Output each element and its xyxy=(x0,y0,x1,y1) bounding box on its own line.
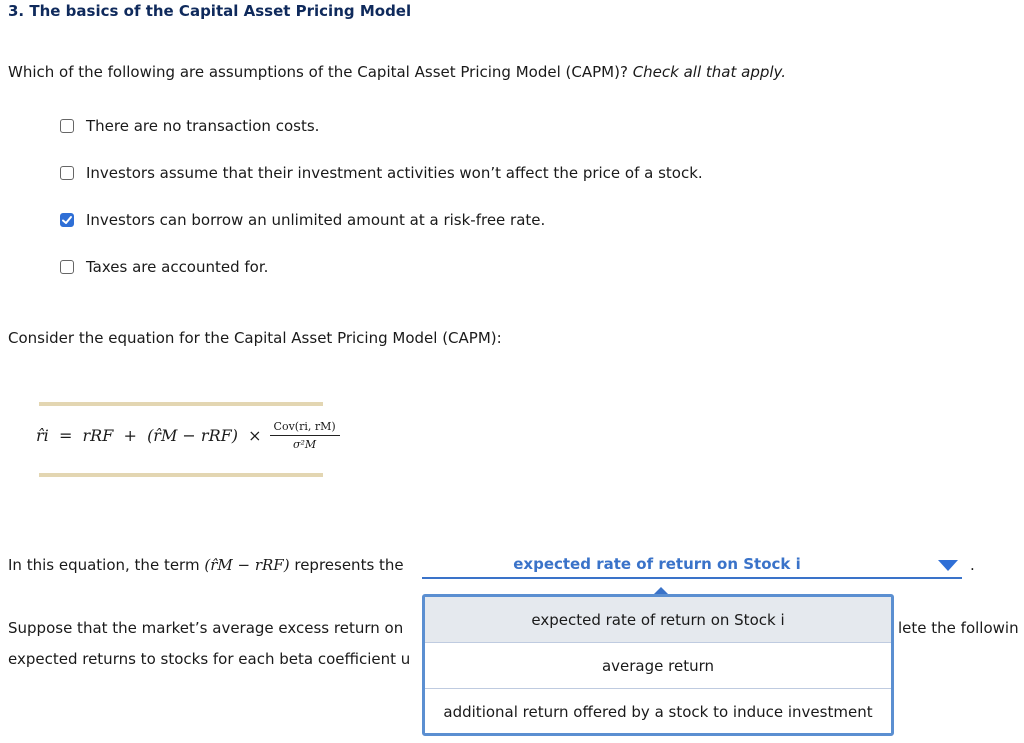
equation-fraction xyxy=(270,420,340,451)
option-taxes-accounted[interactable] xyxy=(60,258,268,276)
checkbox-checked-icon[interactable] xyxy=(60,213,74,227)
option-unlimited-borrowing[interactable] xyxy=(60,211,545,229)
paragraph-right-fragment: lete the followin xyxy=(898,619,1019,637)
term-math: (r̂M − rRF) xyxy=(204,556,290,574)
sentence-period: . xyxy=(970,556,975,574)
chevron-down-icon[interactable] xyxy=(938,560,958,571)
dropdown-selected-value[interactable]: expected rate of return on Stock i xyxy=(513,555,801,573)
dropdown-menu xyxy=(422,594,894,736)
paragraph-line-1: Suppose that the market’s average excess return on xyxy=(8,619,404,637)
option-label: Investors can borrow an unlimited amount at a risk-free rate. xyxy=(86,211,546,229)
option-no-transaction-costs[interactable] xyxy=(60,117,319,135)
option-label: Taxes are accounted for. xyxy=(86,258,269,276)
equation-numerator: Cov(ri, rM) xyxy=(270,420,340,436)
question-text xyxy=(8,63,786,81)
equation-top-rule xyxy=(39,402,323,406)
term-dropdown[interactable] xyxy=(422,553,962,579)
menu-item-average-return[interactable]: average return xyxy=(425,643,891,689)
checkmark-icon xyxy=(61,214,73,226)
option-label: Investors assume that their investment activities won’t affect the price of a stock. xyxy=(86,164,703,182)
paragraph-line-2: expected returns to stocks for each beta coefficient u xyxy=(8,650,411,668)
checkbox-unchecked-icon[interactable] xyxy=(60,260,74,274)
checkbox-unchecked-icon[interactable] xyxy=(60,166,74,180)
question-prompt: Which of the following are assumptions of the Capital Asset Pricing Model (CAPM)? xyxy=(8,63,628,81)
option-label: There are no transaction costs. xyxy=(86,117,320,135)
term-prefix: In this equation, the term xyxy=(8,556,200,574)
consider-text: Consider the equation for the Capital Asset Pricing Model (CAPM): xyxy=(8,329,502,347)
term-sentence xyxy=(8,556,404,574)
checkbox-unchecked-icon[interactable] xyxy=(60,119,74,133)
section-title: 3. The basics of the Capital Asset Pricing Model xyxy=(8,2,412,20)
equation-denominator: σ²M xyxy=(293,438,317,451)
equation-main: r̂i = rRF + (r̂M − rRF) × xyxy=(36,426,262,445)
equation-bottom-rule xyxy=(39,473,323,477)
menu-item-expected-return[interactable]: expected rate of return on Stock i xyxy=(425,597,891,643)
question-hint: Check all that apply. xyxy=(632,63,787,81)
option-no-price-impact[interactable] xyxy=(60,164,703,182)
term-suffix: represents the xyxy=(294,556,404,574)
capm-equation xyxy=(36,420,340,451)
menu-item-additional-return[interactable]: additional return offered by a stock to induce investment xyxy=(443,703,873,721)
